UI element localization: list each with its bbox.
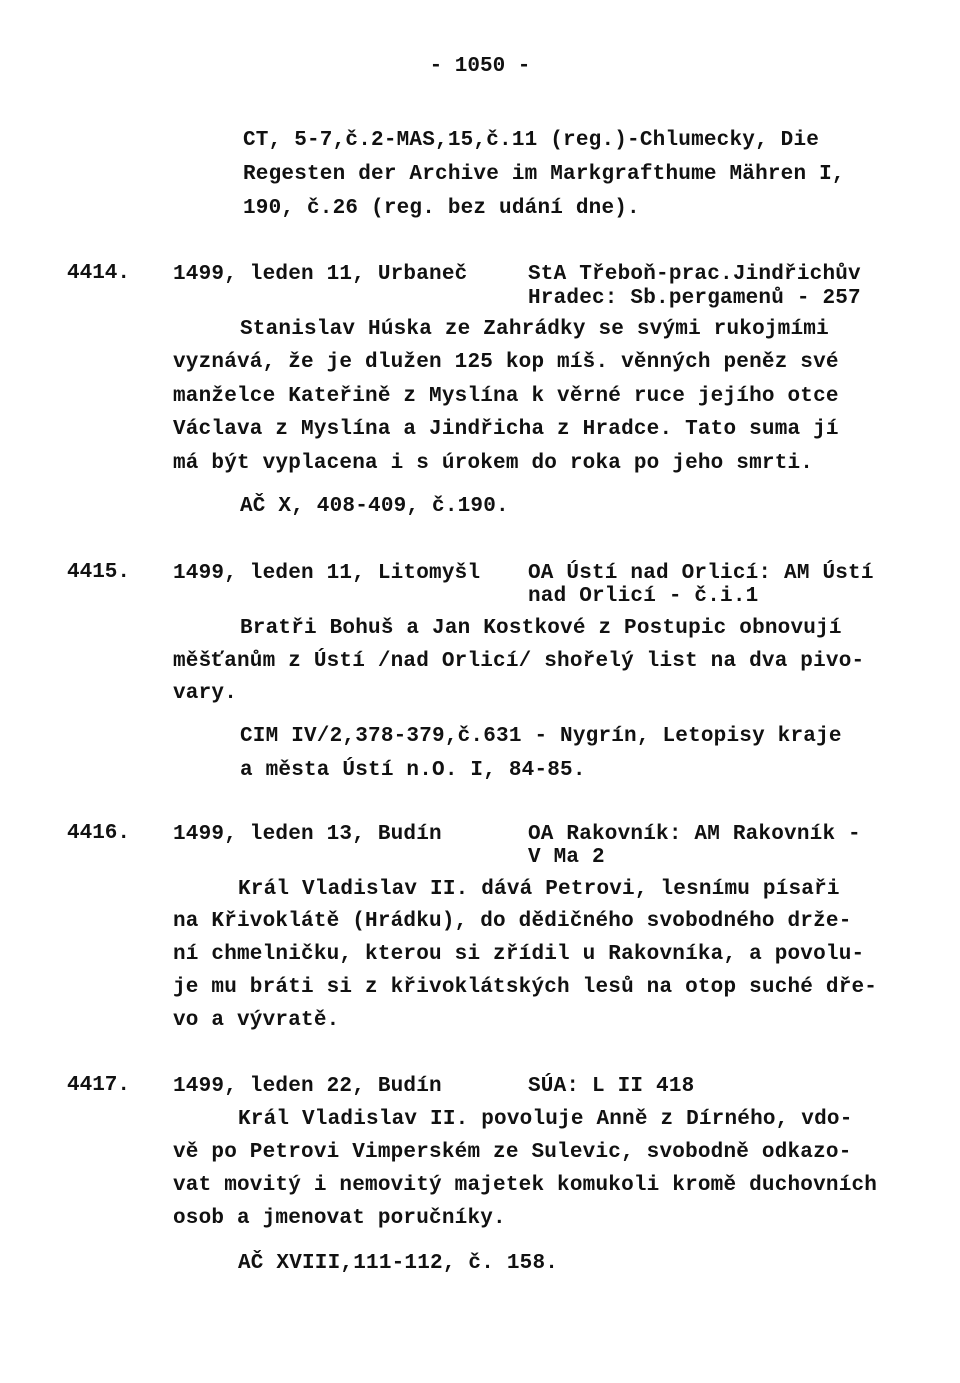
entry-body-line: vo a vývratě.	[173, 1009, 340, 1032]
entry-body-line: ní chmelničku, kterou si zřídil u Rakovníka, a povolu-	[173, 943, 865, 966]
entry-body-line: vat movitý i nemovitý majetek komukoli kromě duchovních	[173, 1174, 878, 1197]
entry-reference: AČ X, 408-409, č.190.	[240, 495, 509, 518]
entry-number: 4415.	[67, 561, 131, 584]
entry-header: 1499, leden 22, Budín	[173, 1075, 442, 1098]
entry-body-line: má být vyplacena i s úrokem do roka po jeho smrti.	[173, 452, 814, 475]
entry-archive-line: nad Orlicí - č.i.1	[528, 585, 759, 608]
entry-body-line: Václava z Myslína a Jindřicha z Hradce. Tato suma jí	[173, 418, 839, 441]
entry-body-line: Král Vladislav II. dává Petrovi, lesnímu písaři	[238, 878, 840, 901]
entry-body-line: na Křivoklátě (Hrádku), do dědičného svobodného drže-	[173, 910, 852, 933]
entry-header: 1499, leden 11, Urbaneč	[173, 263, 468, 286]
entry-body-line: je mu bráti si z křivoklátských lesů na otop suché dře-	[173, 976, 878, 999]
entry-archive-line: OA Rakovník: AM Rakovník -	[528, 823, 861, 846]
entry-reference: AČ XVIII,111-112, č. 158.	[238, 1252, 559, 1275]
entry-archive-line: V Ma 2	[528, 846, 605, 869]
entry-body-line: měšťanům z Ústí /nad Orlicí/ shořelý list na dva pivo-	[173, 650, 865, 673]
entry-reference: a města Ústí n.O. I, 84-85.	[240, 759, 586, 782]
prev-entry-line: 190, č.26 (reg. bez udání dne).	[243, 197, 640, 220]
entry-reference: CIM IV/2,378-379,č.631 - Nygrín, Letopisy kraje	[240, 725, 842, 748]
entry-body-line: Bratři Bohuš a Jan Kostkové z Postupic obnovují	[240, 617, 842, 640]
entry-body-line: Král Vladislav II. povoluje Anně z Dírného, vdo-	[238, 1108, 853, 1131]
entry-number: 4417.	[67, 1074, 131, 1097]
page-number: - 1050 -	[429, 55, 531, 78]
entry-header: 1499, leden 13, Budín	[173, 823, 442, 846]
entry-archive-line: SÚA: L II 418	[528, 1075, 695, 1098]
entry-body-line: Stanislav Húska ze Zahrádky se svými rukojmími	[240, 318, 829, 341]
entry-body-line: manželce Kateřině z Myslína k věrné ruce jejího otce	[173, 385, 839, 408]
entry-header: 1499, leden 11, Litomyšl	[173, 562, 481, 585]
entry-body-line: osob a jmenovat poručníky.	[173, 1207, 506, 1230]
entry-body-line: vě po Petrovi Vimperském ze Sulevic, svobodně odkazo-	[173, 1141, 852, 1164]
entry-archive-line: OA Ústí nad Orlicí: AM Ústí	[528, 562, 874, 585]
entry-archive-line: StA Třeboň-prac.Jindřichův	[528, 263, 861, 286]
prev-entry-line: CT, 5-7,č.2-MAS,15,č.11 (reg.)-Chlumecky, Die	[243, 129, 820, 152]
entry-number: 4414.	[67, 262, 131, 285]
prev-entry-line: Regesten der Archive im Markgrafthume Mähren I,	[243, 163, 845, 186]
entry-body-line: vary.	[173, 682, 238, 705]
entry-number: 4416.	[67, 822, 131, 845]
entry-body-line: vyznává, že je dlužen 125 kop míš. věnných peněz své	[173, 351, 839, 374]
entry-archive-line: Hradec: Sb.pergamenů - 257	[528, 287, 861, 310]
